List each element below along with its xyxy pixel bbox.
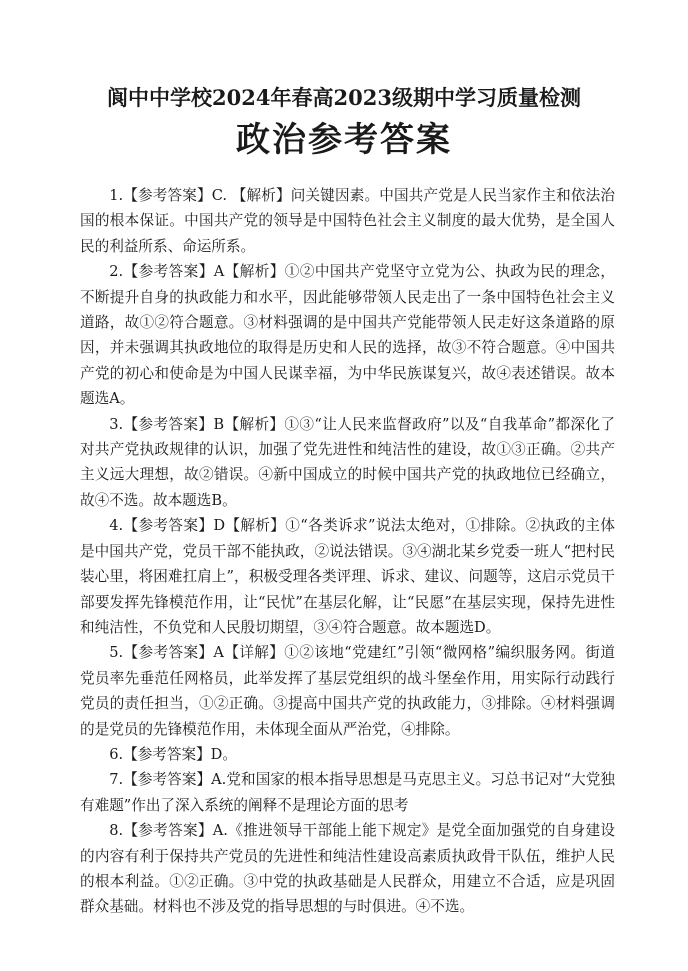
answer-item-8: 8.【参考答案】A.《推进领导干部能上能下规定》是党全面加强党的自身建设的内容有利于保持共产党员的先进性和纯洁性建设高素质执政骨干队伍，维护人民的根本利益。①②正确。③中党的执政基础是人民群众，用建立不合适，应是巩固群众基础。材料也不涉及党的指导思想的与时俱进。④不选。 [80,822,615,916]
answer-list [80,183,615,920]
answer-item-7: 7.【参考答案】A.党和国家的根本指导思想是马克思主义。习总书记对“大党独有难题”作出了深入系统的阐释不是理论方面的思考 [80,771,615,814]
answer-item-1: 1.【参考答案】C. 【解析】问关键因素。中国共产党是人民当家作主和依法治国的根本保证。中国共产党的领导是中国特色社会主义制度的最大优势，是全国人民的利益所系、命运所系。 [80,187,615,255]
answer-item-6: 6.【参考答案】D。 [109,745,237,763]
exam-title: 阆中中学校2024年春高2023级期中学习质量检测 [107,85,581,110]
answer-item-5: 5.【参考答案】A【详解】①②该地“党建红”引领“微网格”编织服务网。街道党员率先垂范任网格员，此举发挥了基层党组织的战斗堡垒作用，用实际行动践行党员的责任担当，①②正确。③提高中国共产党的执政能力，③排除。④材料强调的是党员的先锋模范作用，未体现全面从严治党，④排除。 [80,644,615,738]
answer-item-4: 4.【参考答案】D【解析】①“各类诉求”说法太绝对，①排除。②执政的主体是中国共产党，党员干部不能执政，②说法错误。③④湖北某乡党委一班人“把村民装心里，将困难扛肩上”，积极受理各类评理、诉求、建议、问题等，这启示党员干部要发挥先锋模范作用，让“民忧”在基层化解，让“民愿”在基层实现，保持先进性和纯洁性，不负党和人民殷切期望，③④符合题意。故本题选D。 [80,517,615,636]
answer-item-3: 3.【参考答案】B【解析】①③“让人民来监督政府”以及“自我革命”都深化了对共产党执政规律的认识，加强了党先进性和纯洁性的建设，故①③正确。②共产主义远大理想，故②错误。④新中国成立的时候中国共产党的执政地位已经确立，故④不选。故本题选B。 [80,415,615,509]
answer-item-2: 2.【参考答案】A【解析】①②中国共产党坚守立党为公、执政为民的理念，不断提升自身的执政能力和水平，因此能够带领人民走出了一条中国特色社会主义道路，故①②符合题意。③材料强调的是中国共产党能带领人民走好这条道路的原因，并未强调其执政地位的取得是历史和人民的选择，故③不符合题意。④中国共产党的初心和使命是为中国人民谋幸福，为中华民族谋复兴，故④表述错误。故本题选A。 [80,263,615,408]
page-title: 政治参考答案 [236,120,452,160]
